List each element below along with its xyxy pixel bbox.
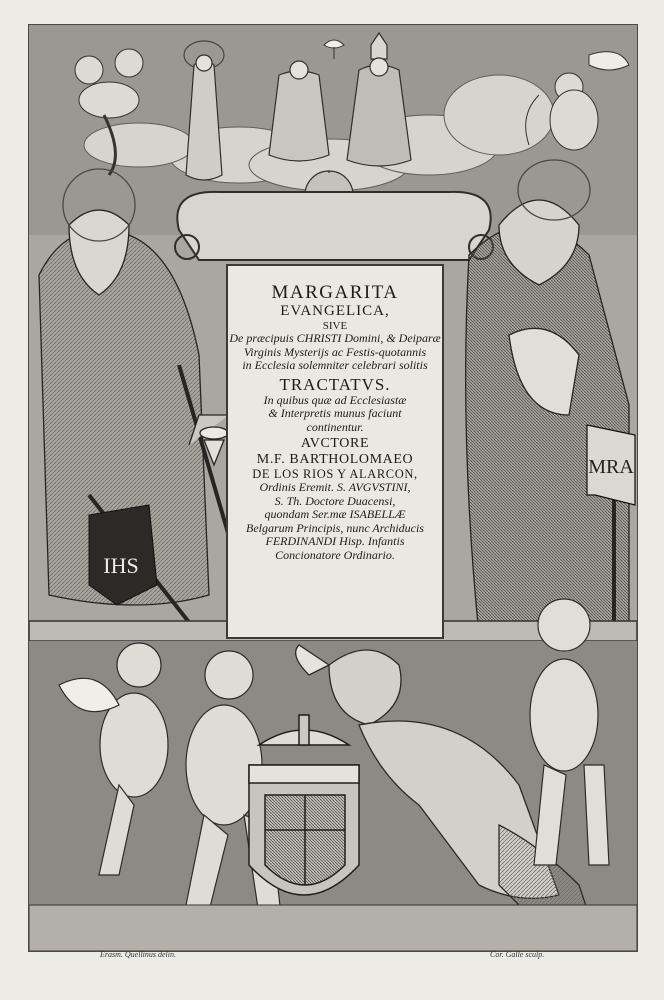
coat-of-arms (249, 715, 359, 895)
mra-banner-text: MRA (588, 456, 634, 478)
title-line-1: MARGARITA (271, 282, 399, 303)
engraver-credit: Cor. Galle sculp. (490, 950, 545, 959)
auctore-text: AVCTORE (300, 436, 370, 452)
title-cartouche (226, 264, 444, 639)
engraving-plate (28, 24, 638, 952)
title-line-2: EVANGELICA, (280, 303, 390, 320)
sive-text: SIVE (322, 320, 348, 333)
author-line-1: M.F. BARTHOLOMAEO (256, 451, 414, 467)
ihs-banner-text: IHS (103, 553, 139, 578)
author-line-7: FERDINANDI Hisp. Infantis (265, 534, 405, 549)
author-line-4: S. Th. Doctore Duacensi, (274, 493, 396, 508)
arch (177, 192, 490, 260)
description-line-3: in Ecclesia solemniter celebrari solitis (242, 358, 428, 373)
tractatus-line-3: continentur. (306, 419, 364, 434)
author-line-6: Belgarum Principis, nunc Archiducis (246, 520, 424, 535)
author-line-5: quondam Ser.mæ ISABELLÆ (264, 507, 406, 522)
base-plinth (29, 905, 637, 951)
author-line-2: DE LOS RIOS Y ALARCON, (252, 467, 418, 482)
description-line-2: Virginis Mysterijs ac Festis-quotannis (243, 344, 427, 359)
description-line-1: De præcipuis CHRISTI Domini, & Deiparæ (229, 331, 441, 346)
author-line-3: Ordinis Eremit. S. AVGVSTINI, (259, 480, 411, 495)
tractatus-heading: TRACTATVS. (279, 374, 391, 394)
tractatus-line-1: In quibus quæ ad Ecclesiastæ (263, 392, 407, 407)
tractatus-line-2: & Interpretis munus faciunt (268, 406, 402, 421)
designer-credit: Erasm. Quellinus delin. (100, 950, 176, 959)
author-line-8: Concionatore Ordinario. (275, 547, 395, 562)
